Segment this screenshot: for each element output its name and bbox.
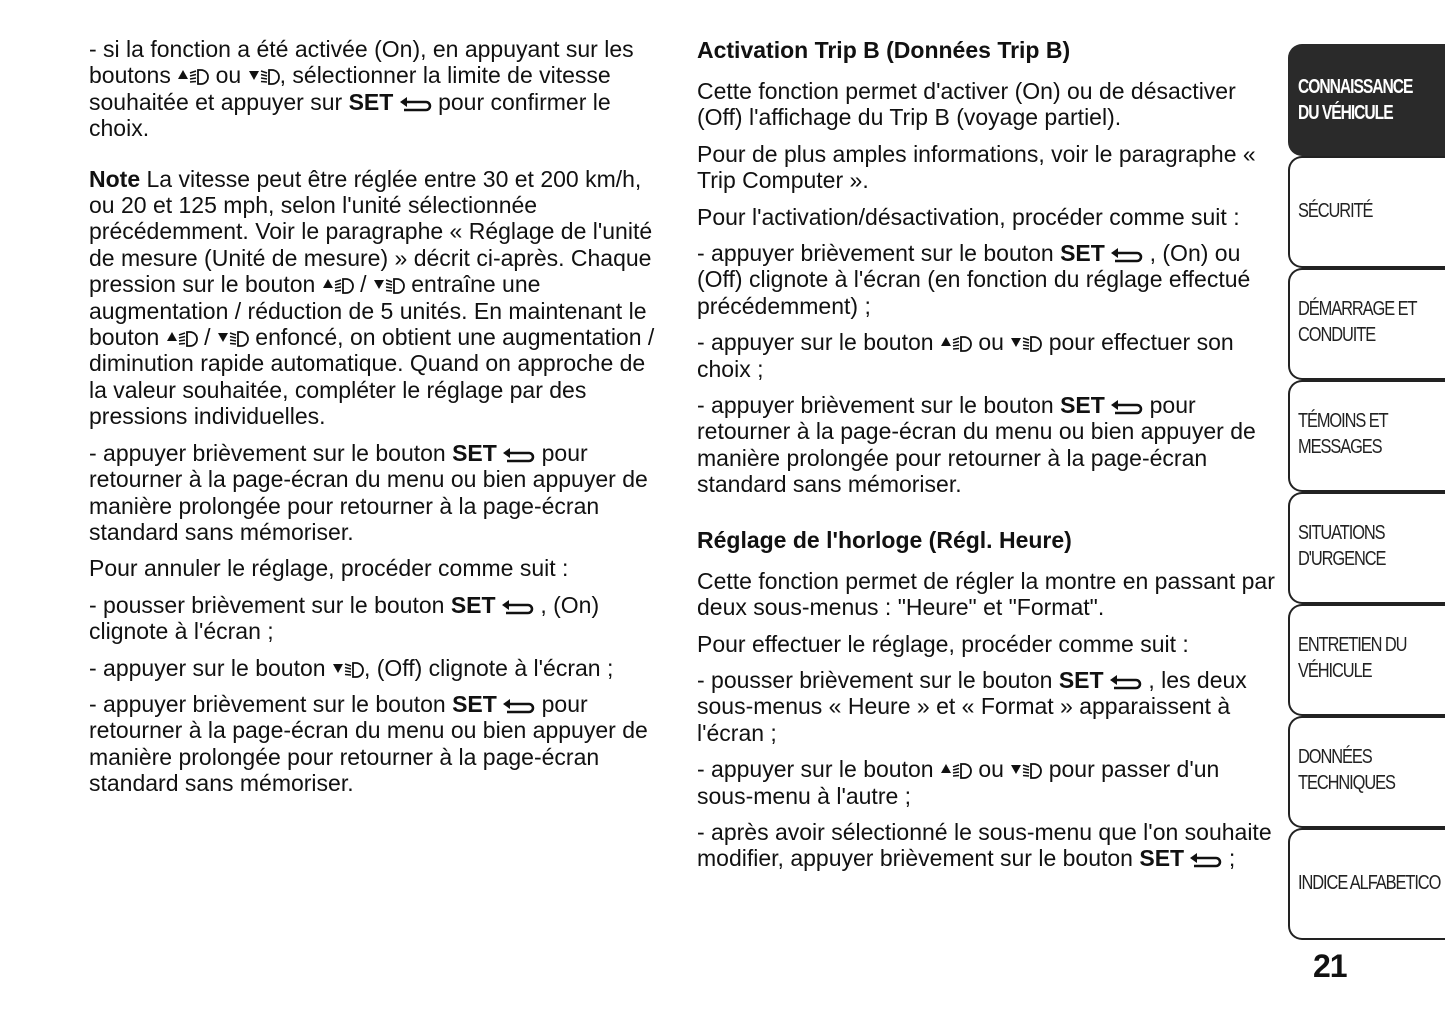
tab-entretien-du-vehicule[interactable]: ENTRETIEN DU VÉHICULE (1288, 604, 1445, 716)
section-tabs (1288, 44, 1445, 940)
return-arrow-icon (1110, 675, 1142, 691)
left-column (89, 36, 669, 807)
note-paragraph: Note La vitesse peut être réglée entre 30 et 200 km/h, ou 20 et 125 mph, selon l'unité sélectionnée précédemment. Voir le paragraphe « Réglage de l'unité de mesure (Unité de mesure) » décrit ci-après. Chaque pression sur le bouton / entraîne une augmentation / réduction de 5 unités. En maintenant le bouton / enfoncé, on obtient une augmentation / diminution rapide automatique. Quand on approche de la valeur souhaitée, compléter le réglage par des pressions individuelles. (89, 165, 655, 430)
set-label: SET (348, 88, 394, 115)
down-light-icon (1010, 333, 1042, 353)
paragraph-clock-desc: Cette fonction permet de régler la montre en passant par deux sous-menus : "Heure" et "Format". (697, 567, 1275, 621)
tab-demarrage-et-conduite[interactable]: DÉMARRAGE ET CONDUITE (1288, 268, 1445, 380)
return-arrow-icon (502, 600, 534, 616)
up-light-icon (177, 66, 209, 86)
down-light-icon (248, 66, 280, 86)
up-light-icon (940, 333, 972, 353)
up-light-icon (940, 760, 972, 780)
tab-connaissance-du-vehicule[interactable]: CONNAISSANCE DU VÉHICULE (1288, 44, 1445, 156)
paragraph-clock-switch: - appuyer sur le bouton ou pour passer d'un sous-menu à l'autre ; (697, 756, 1220, 809)
paragraph-speed-select: - si la fonction a été activée (On), en appuyant sur les boutons ou , sélectionner la limite de vitesse souhaitée et appuyer sur SET pour confirmer le choix. (89, 36, 634, 142)
heading-clock: Réglage de l'horloge (Régl. Heure) (697, 526, 1072, 553)
up-light-icon (166, 328, 198, 348)
paragraph-return-menu-3: - appuyer brièvement sur le bouton SET pour retourner à la page-écran du menu ou bien appuyer de manière prolongée pour retourner à la page-écran standard sans mémoriser. (697, 392, 1256, 498)
tab-securite[interactable]: SÉCURITÉ (1288, 156, 1445, 268)
down-light-icon (332, 659, 364, 679)
down-light-icon (373, 275, 405, 295)
tab-situations-d-urgence[interactable]: SITUATIONS D'URGENCE (1288, 492, 1445, 604)
paragraph-activation: Pour l'activation/désactivation, procéder comme suit : (697, 203, 1240, 230)
up-light-icon (322, 275, 354, 295)
paragraph-return-menu-2: - appuyer brièvement sur le bouton SET pour retourner à la page-écran du menu ou bien appuyer de manière prolongée pour retourner à la page-écran standard sans mémoriser. (89, 690, 648, 797)
down-light-icon (1010, 760, 1042, 780)
tab-indice-alfabetico[interactable]: INDICE ALFABETICO (1288, 828, 1445, 940)
return-arrow-icon (1111, 400, 1143, 416)
return-arrow-icon (400, 97, 432, 113)
paragraph-return-menu: - appuyer brièvement sur le bouton SET pour retourner à la page-écran du menu ou bien appuyer de manière prolongée pour retourner à la page-écran standard sans mémoriser. (89, 439, 648, 545)
down-light-icon (217, 328, 249, 348)
paragraph-clock-procedure: Pour effectuer le réglage, procéder comme suit : (697, 630, 1189, 657)
middle-column (697, 36, 1277, 882)
paragraph-trip-computer: Pour de plus amples informations, voir le paragraphe « Trip Computer ». (697, 140, 1256, 194)
paragraph-clock-select: - après avoir sélectionné le sous-menu que l'on souhaite modifier, appuyer brièvement sur le bouton SET ; (697, 818, 1272, 872)
paragraph-clock-push-set: - pousser brièvement sur le bouton SET , les deux sous-menus « Heure » et « Format » apparaissent à l'écran ; (697, 666, 1247, 746)
paragraph-press-down: - appuyer sur le bouton , (Off) clignote à l'écran ; (89, 654, 614, 681)
return-arrow-icon (1190, 853, 1222, 869)
return-arrow-icon (1111, 248, 1143, 264)
return-arrow-icon (503, 448, 535, 464)
paragraph-trip-b-desc: Cette fonction permet d'activer (On) ou de désactiver (Off) l'affichage du Trip B (voyage partiel). (697, 78, 1236, 131)
paragraph-press-set-on-off: - appuyer brièvement sur le bouton SET , (On) ou (Off) clignote à l'écran (en fonction du réglage effectué précédemment) ; (697, 240, 1251, 319)
note-label: Note (89, 165, 141, 192)
page-number: 21 (1313, 948, 1347, 984)
return-arrow-icon (503, 699, 535, 715)
heading-trip-b: Activation Trip B (Données Trip B) (697, 37, 1071, 63)
paragraph-choose: - appuyer sur le bouton ou pour effectuer son choix ; (697, 329, 1234, 382)
paragraph-push-set: - pousser brièvement sur le bouton SET , (On) clignote à l'écran ; (89, 591, 600, 645)
paragraph-cancel: Pour annuler le réglage, procéder comme suit : (89, 555, 569, 582)
tab-donnees-techniques[interactable]: DONNÉES TECHNIQUES (1288, 716, 1445, 828)
tab-temoins-et-messages[interactable]: TÉMOINS ET MESSAGES (1288, 380, 1445, 492)
